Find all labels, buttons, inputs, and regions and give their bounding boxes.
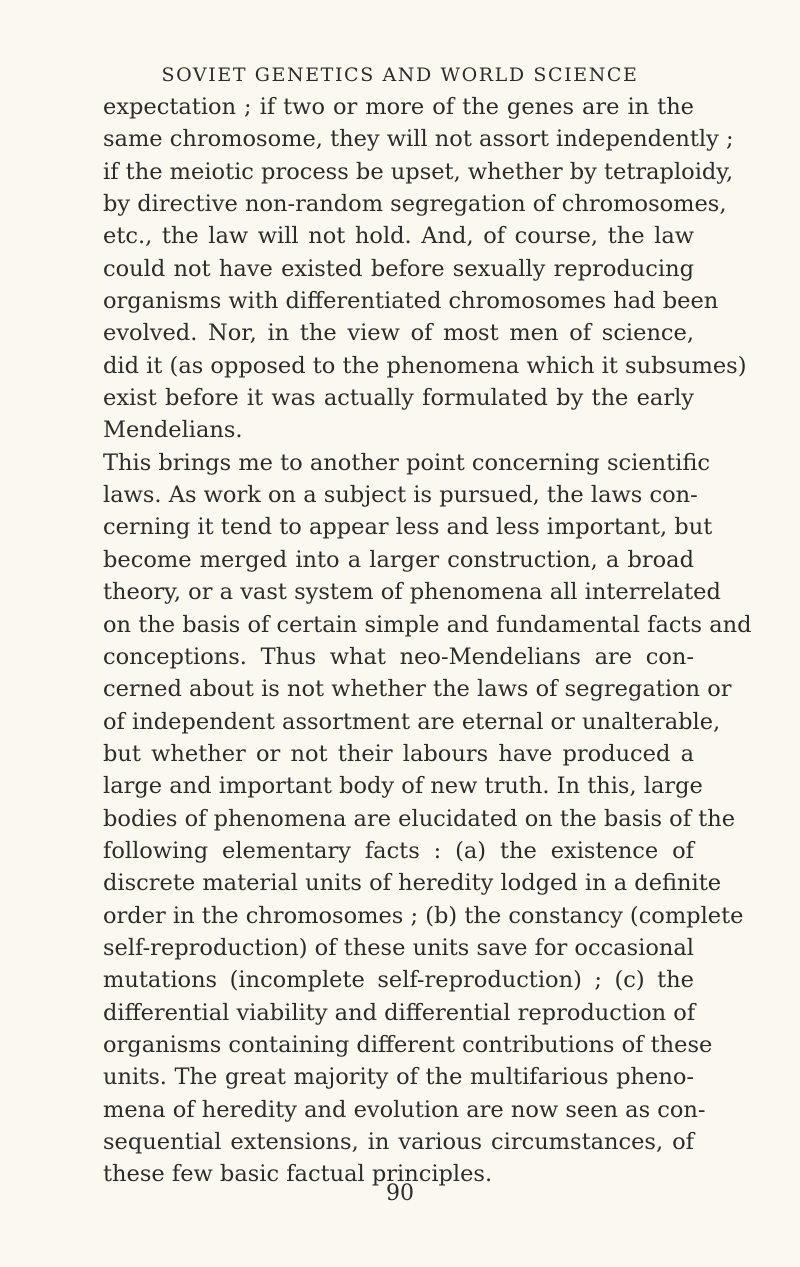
text-line: large and important body of new truth. In this, large <box>103 773 703 800</box>
text-line: cerning it tend to appear less and less important, but <box>103 514 713 541</box>
text-line: organisms with differentiated chromosomes had been <box>103 288 719 315</box>
text-line: cerned about is not whether the laws of segregation or <box>103 676 732 703</box>
text-line: mutations (incomplete self-reproduction) ; (c) the <box>103 967 694 994</box>
text-line: exist before it was actually formulated by the early <box>103 385 694 412</box>
text-line: bodies of phenomena are elucidated on the basis of the <box>103 805 736 832</box>
text-line: of independent assortment are eternal or unalterable, <box>103 708 721 735</box>
text-line: could not have existed before sexually reproducing <box>103 255 694 282</box>
text-line: sequential extensions, in various circumstances, of <box>103 1129 694 1155</box>
text-line: expectation ; if two or more of the genes are in the <box>103 94 694 120</box>
text-line: units. The great majority of the multifarious pheno- <box>103 1064 694 1091</box>
text-line: same chromosome, they will not assort independently ; <box>103 126 734 153</box>
text-line: laws. As work on a subject is pursued, the laws con- <box>103 482 698 509</box>
text-line: Mendelians. <box>103 417 243 444</box>
text-line: by directive non-random segregation of chromosomes, <box>103 191 727 218</box>
text-line: these few basic factual principles. <box>103 1161 493 1188</box>
running-head: SOVIET GENETICS AND WORLD SCIENCE <box>161 64 639 86</box>
text-line: self-reproduction) of these units save for occasional <box>103 934 694 961</box>
text-line: become merged into a larger construction, a broad <box>103 546 694 573</box>
text-line: organisms containing different contributions of these <box>103 1031 713 1058</box>
paragraph-start-line: This brings me to another point concerning scientific <box>103 449 710 476</box>
text-line: conceptions. Thus what neo-Mendelians are con- <box>103 643 694 670</box>
text-line: but whether or not their labours have produced a <box>103 740 694 767</box>
text-line: mena of heredity and evolution are now seen as con- <box>103 1096 706 1123</box>
text-line: differential viability and differential reproduction of <box>103 999 696 1026</box>
text-line: following elementary facts : (a) the existence of <box>103 837 694 864</box>
text-line: discrete material units of heredity lodged in a definite <box>103 870 722 897</box>
page-number: 90 <box>386 1181 414 1206</box>
body-text <box>103 91 752 1191</box>
text-line: order in the chromosomes ; (b) the constancy (complete <box>103 902 744 929</box>
text-line: if the meiotic process be upset, whether by tetraploidy, <box>103 158 734 185</box>
text-line: evolved. Nor, in the view of most men of science, <box>103 320 694 347</box>
text-line: did it (as opposed to the phenomena which it subsumes) <box>103 352 747 379</box>
text-line: etc., the law will not hold. And, of course, the law <box>103 223 694 250</box>
text-line: on the basis of certain simple and fundamental facts and <box>103 611 752 638</box>
text-line: theory, or a vast system of phenomena all interrelated <box>103 579 721 606</box>
